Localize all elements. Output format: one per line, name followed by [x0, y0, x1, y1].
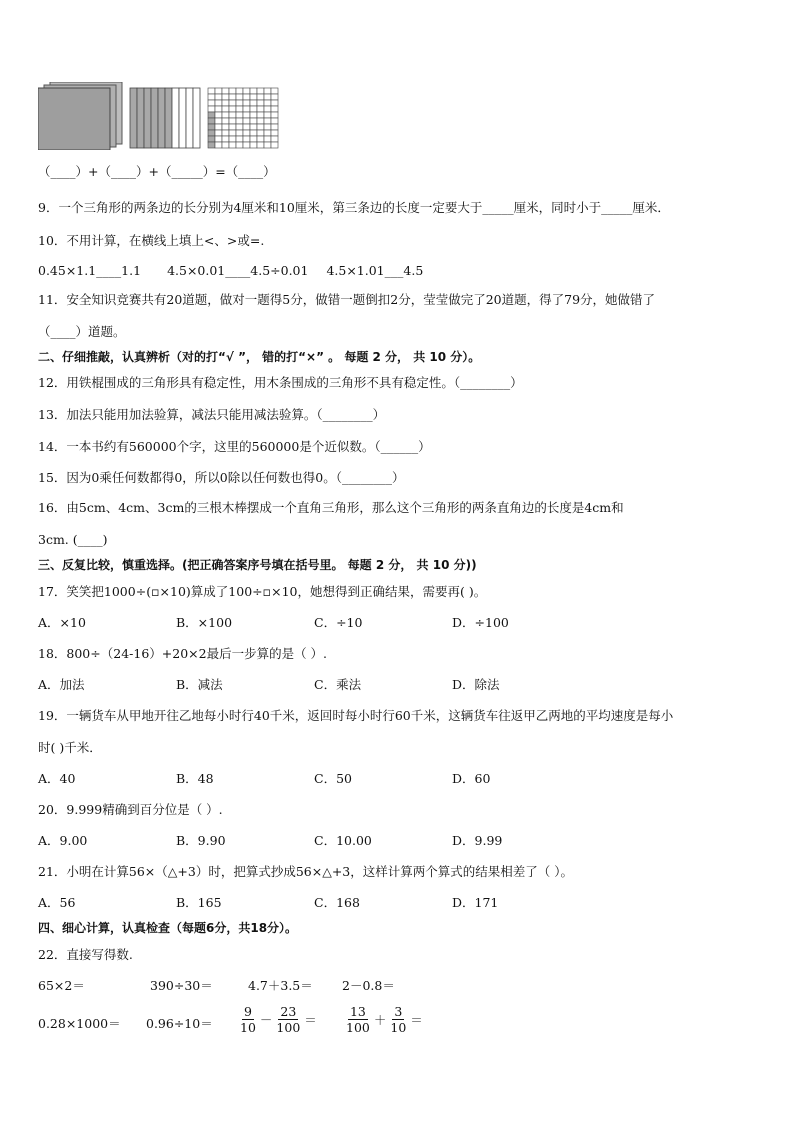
grid-cell: [215, 88, 222, 94]
grid-cell: [215, 106, 222, 112]
grid-cell: [243, 94, 250, 100]
ten-strips-figure: [130, 88, 200, 148]
q18-option-a[interactable]: A．加法: [38, 677, 85, 692]
grid-cell: [250, 94, 257, 100]
grid-cell: [208, 136, 215, 142]
question-17: 17．笑笑把1000÷(▫×10)算成了100÷▫×10，她想得到正确结果，需要再( )。: [38, 584, 487, 599]
ten-strip: [144, 88, 151, 148]
grid-cell: [243, 136, 250, 142]
grid-cell: [264, 118, 271, 124]
grid-cell: [208, 142, 215, 148]
ten-strip: [158, 88, 165, 148]
fraction: $\frac{23}{100}$: [276, 1004, 301, 1035]
q19-option-b[interactable]: B．48: [176, 771, 214, 786]
q18-option-c[interactable]: C．乘法: [314, 677, 362, 692]
q20-option-a[interactable]: A．9.00: [38, 833, 88, 848]
grid-cell: [264, 112, 271, 118]
hundred-squares-stack: [38, 82, 122, 150]
q20-option-c[interactable]: C．10.00: [314, 833, 372, 848]
grid-cell: [257, 106, 264, 112]
grid-cell: [208, 118, 215, 124]
grid-cell: [229, 130, 236, 136]
question-19: 19．一辆货车从甲地开往乙地每小时行40千米，返回时每小时行60千米，这辆货车往返甲乙两地的平均速度是每小: [38, 708, 674, 723]
fraction-expression-2: $\frac{13}{100}$ ＋ $\frac{3}{10}$ ＝: [346, 1004, 423, 1035]
question-10: 10．不用计算，在横线上填上<、>或=.: [38, 233, 265, 248]
grid-cell: [257, 94, 264, 100]
question-12: 12．用铁棍围成的三角形具有稳定性，用木条围成的三角形不具有稳定性。（________）: [38, 375, 523, 390]
question-21: 21．小明在计算56×（△+3）时，把算式抄成56×△+3，这样计算两个算式的结果相差了（ ）。: [38, 864, 573, 879]
grid-cell: [271, 118, 278, 124]
grid-cell: [229, 88, 236, 94]
grid-cell: [215, 100, 222, 106]
calc-item: 0.28×1000＝: [38, 1016, 121, 1031]
grid-cell: [222, 130, 229, 136]
question-10-items: [38, 263, 423, 279]
grid-cell: [264, 130, 271, 136]
grid-cell: [243, 118, 250, 124]
grid-cell: [257, 88, 264, 94]
grid-cell: [257, 136, 264, 142]
grid-cell: [229, 124, 236, 130]
grid-cell: [215, 136, 222, 142]
grid-cell: [222, 106, 229, 112]
grid-cell: [257, 124, 264, 130]
grid-cell: [271, 124, 278, 130]
grid-cell: [208, 88, 215, 94]
ten-strip: [172, 88, 179, 148]
q20-option-b[interactable]: B．9.90: [176, 833, 226, 848]
calc-item: 65×2＝: [38, 978, 85, 993]
grid-cell: [208, 106, 215, 112]
grid-cell: [243, 112, 250, 118]
grid-cell: [271, 130, 278, 136]
grid-cell: [250, 106, 257, 112]
grid-cell: [222, 124, 229, 130]
grid-cell: [264, 94, 271, 100]
grid-cell: [236, 112, 243, 118]
q17-option-b[interactable]: B．×100: [176, 615, 233, 630]
grid-cell: [229, 112, 236, 118]
q21-option-b[interactable]: B．165: [176, 895, 222, 910]
question-20: 20．9.999精确到百分位是（ ）.: [38, 802, 223, 817]
grid-cell: [271, 142, 278, 148]
question-11-cont: （____）道题。: [38, 324, 126, 339]
q21-option-a[interactable]: A．56: [38, 895, 76, 910]
calc-item: 2－0.8＝: [342, 978, 395, 993]
q18-option-d[interactable]: D．除法: [452, 677, 500, 692]
question-16: 16．由5cm、4cm、3cm的三根木棒摆成一个直角三角形，那么这个三角形的两条直角边的长度是4cm和: [38, 500, 624, 515]
place-value-figure: [38, 82, 298, 150]
grid-cell: [243, 106, 250, 112]
grid-cell: [271, 136, 278, 142]
q20-option-d[interactable]: D．9.99: [452, 833, 503, 848]
ten-strip: [193, 88, 200, 148]
grid-cell: [257, 112, 264, 118]
q10-item: 4.5×1.01___4.5: [326, 263, 424, 278]
fraction-expression-1: $\frac{9}{10}$ － $\frac{23}{100}$ ＝: [240, 1004, 317, 1035]
grid-cell: [215, 94, 222, 100]
grid-cell: [229, 136, 236, 142]
grid-cell: [271, 112, 278, 118]
grid-cell: [271, 88, 278, 94]
grid-cell: [264, 100, 271, 106]
grid-cell: [215, 142, 222, 148]
grid-cell: [229, 142, 236, 148]
question-9: 9．一个三角形的两条边的长分别为4厘米和10厘米，第三条边的长度一定要大于_____厘米，同时小于_____厘米．: [38, 200, 670, 215]
small-squares-grid: [208, 88, 278, 148]
question-16-cont: 3cm. (____): [38, 532, 108, 547]
grid-cell: [250, 88, 257, 94]
question-15: 15．因为0乘任何数都得0，所以0除以任何数也得0。（________）: [38, 470, 405, 485]
grid-cell: [243, 88, 250, 94]
grid-cell: [215, 112, 222, 118]
q21-option-c[interactable]: C．168: [314, 895, 360, 910]
q10-item: 4.5×0.01____4.5÷0.01: [167, 263, 309, 278]
grid-cell: [215, 130, 222, 136]
grid-cell: [250, 142, 257, 148]
section-3-heading: 三、反复比较，慎重选择。(把正确答案序号填在括号里。 每题 2 分， 共 10 分)): [38, 558, 477, 572]
question-14: 14．一本书约有560000个字，这里的560000是个近似数。（______）: [38, 439, 431, 454]
grid-cell: [229, 118, 236, 124]
ten-strip: [151, 88, 158, 148]
grid-cell: [271, 100, 278, 106]
fraction: $\frac{9}{10}$: [240, 1004, 256, 1035]
question-19-cont: 时( )千米．: [38, 740, 102, 755]
grid-cell: [264, 136, 271, 142]
grid-cell: [236, 124, 243, 130]
grid-cell: [208, 94, 215, 100]
grid-cell: [236, 100, 243, 106]
grid-cell: [243, 130, 250, 136]
question-11: 11．安全知识竞赛共有20道题，做对一题得5分，做错一题倒扣2分，莹莹做完了20道题，得了79分，她做错了: [38, 292, 656, 307]
grid-cell: [222, 142, 229, 148]
ten-strip: [165, 88, 172, 148]
grid-cell: [222, 118, 229, 124]
q19-option-c[interactable]: C．50: [314, 771, 352, 786]
grid-cell: [236, 106, 243, 112]
q17-option-a[interactable]: A．×10: [38, 615, 86, 630]
grid-cell: [222, 136, 229, 142]
grid-cell: [250, 112, 257, 118]
grid-cell: [257, 118, 264, 124]
q17-option-c[interactable]: C．÷10: [314, 615, 363, 630]
ten-strip: [137, 88, 144, 148]
grid-cell: [222, 100, 229, 106]
grid-cell: [243, 124, 250, 130]
grid-cell: [229, 106, 236, 112]
grid-cell: [222, 94, 229, 100]
grid-cell: [250, 100, 257, 106]
grid-cell: [215, 124, 222, 130]
grid-cell: [236, 136, 243, 142]
q18-option-b[interactable]: B．减法: [176, 677, 223, 692]
grid-cell: [208, 100, 215, 106]
ten-strip: [130, 88, 137, 148]
grid-cell: [243, 100, 250, 106]
grid-cell: [243, 142, 250, 148]
grid-cell: [236, 142, 243, 148]
ten-strip: [179, 88, 186, 148]
calc-item: 0.96÷10＝: [146, 1016, 213, 1031]
q10-item: 0.45×1.1____1.1: [38, 263, 142, 278]
grid-cell: [257, 142, 264, 148]
fraction: $\frac{3}{10}$: [390, 1004, 407, 1035]
grid-cell: [236, 130, 243, 136]
grid-cell: [208, 112, 215, 118]
grid-cell: [236, 118, 243, 124]
grid-cell: [250, 130, 257, 136]
question-18: 18．800÷（24-16）+20×2最后一步算的是（ ）.: [38, 646, 328, 661]
grid-cell: [257, 100, 264, 106]
q21-option-d[interactable]: D．171: [452, 895, 499, 910]
grid-cell: [250, 118, 257, 124]
grid-cell: [264, 106, 271, 112]
grid-cell: [264, 142, 271, 148]
q17-option-d[interactable]: D．÷100: [452, 615, 509, 630]
ten-strip: [186, 88, 193, 148]
q19-option-a[interactable]: A．40: [38, 771, 76, 786]
grid-cell: [250, 124, 257, 130]
question-13: 13．加法只能用加法验算，减法只能用减法验算。（________）: [38, 407, 386, 422]
section-4-heading: 四、细心计算，认真检查（每题6分，共18分）。: [38, 921, 298, 935]
grid-cell: [208, 130, 215, 136]
grid-cell: [250, 136, 257, 142]
grid-cell: [264, 88, 271, 94]
section-2-heading: 二、仔细推敲，认真辨析（对的打“√ ”， 错的打“×” 。 每题 2 分， 共 10 分）。: [38, 350, 481, 364]
grid-cell: [229, 100, 236, 106]
fraction: $\frac{13}{100}$: [346, 1004, 370, 1035]
grid-cell: [236, 88, 243, 94]
calc-item: 4.7＋3.5＝: [248, 978, 313, 993]
grid-cell: [222, 112, 229, 118]
grid-cell: [264, 124, 271, 130]
question-22: 22．直接写得数.: [38, 947, 133, 962]
figure-caption: （____）+（____）+（_____）=（____）: [38, 164, 276, 179]
grid-cell: [257, 130, 264, 136]
q19-option-d[interactable]: D．60: [452, 771, 491, 786]
grid-cell: [271, 106, 278, 112]
grid-cell: [208, 124, 215, 130]
grid-cell: [215, 118, 222, 124]
calc-item: 390÷30＝: [150, 978, 213, 993]
grid-cell: [222, 88, 229, 94]
grid-cell: [229, 94, 236, 100]
grid-cell: [271, 94, 278, 100]
grid-cell: [236, 94, 243, 100]
